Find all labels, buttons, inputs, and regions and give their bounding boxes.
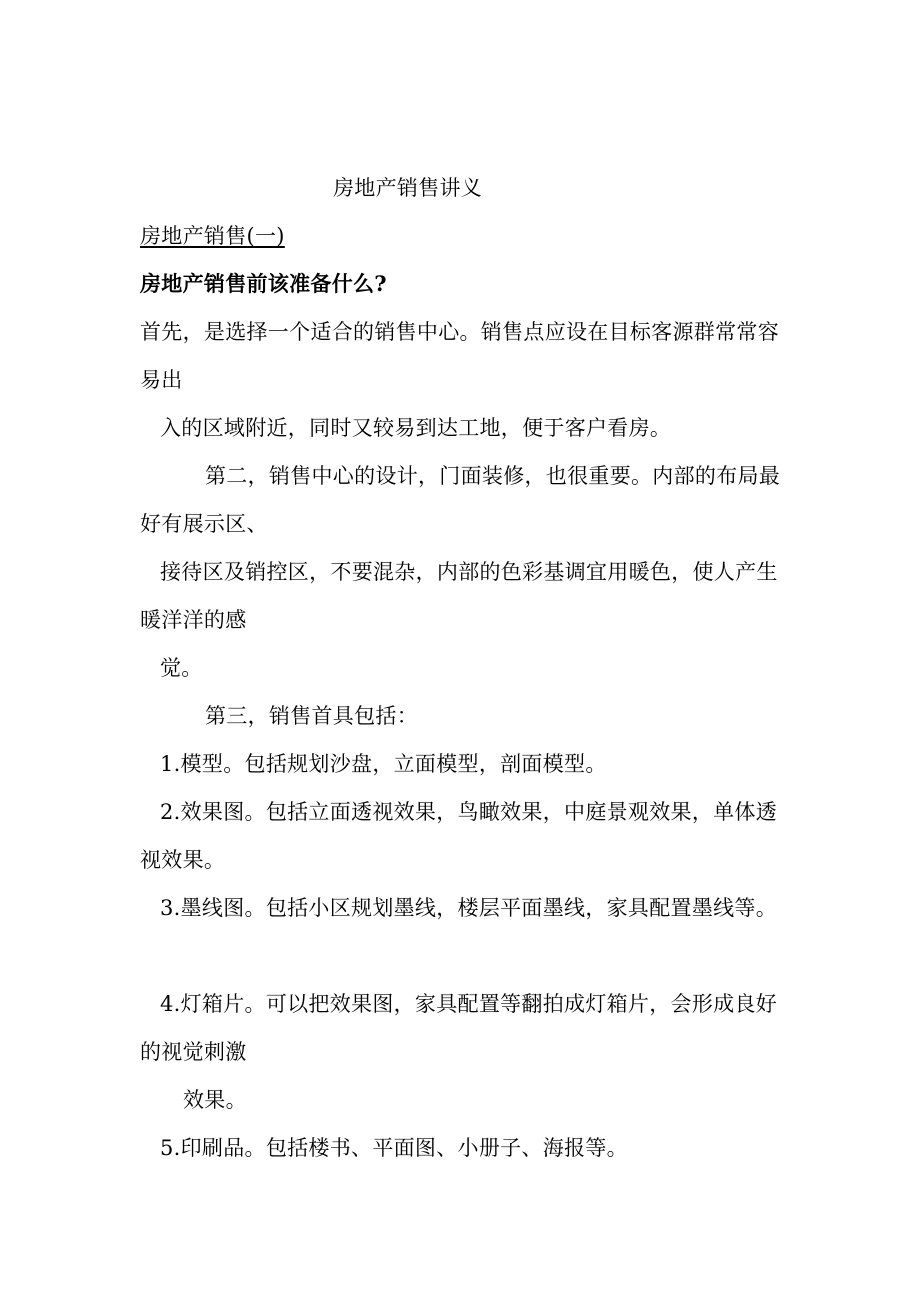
document-title: 房地产销售讲义	[333, 176, 483, 200]
list-item-4-line-3: 效果。	[183, 1088, 247, 1112]
paragraph-3-line-1: 第三，销售首具包括：	[205, 704, 418, 728]
paragraph-2-line-2: 好有展示区、	[140, 512, 268, 536]
list-item-4-line-1: 4.灯箱片。可以把效果图，家具配置等翻拍成灯箱片，会形成良好	[160, 992, 778, 1016]
paragraph-2-line-3: 接待区及销控区，不要混杂，内部的色彩基调宜用暖色，使人产生	[160, 560, 778, 584]
question-heading: 房地产销售前该准备什么?	[140, 271, 387, 296]
list-item-3: 3.墨线图。包括小区规划墨线，楼层平面墨线，家具配置墨线等。	[160, 896, 778, 920]
section-heading: 房地产销售(一)	[140, 224, 285, 248]
list-item-5: 5.印刷品。包括楼书、平面图、小册子、海报等。	[160, 1136, 628, 1160]
list-item-1: 1.模型。包括规划沙盘，立面模型，剖面模型。	[160, 752, 607, 776]
paragraph-1-line-1: 首先，是选择一个适合的销售中心。销售点应设在目标客源群常常容	[140, 320, 779, 344]
paragraph-2-line-5: 觉。	[160, 656, 203, 680]
paragraph-1-line-3: 入的区域附近，同时又较易到达工地，便于客户看房。	[160, 416, 672, 440]
list-item-2-line-2: 视效果。	[140, 848, 226, 872]
paragraph-1-line-2: 易出	[140, 368, 183, 392]
list-item-2-line-1: 2.效果图。包括立面透视效果，鸟瞰效果，中庭景观效果，单体透	[160, 800, 778, 824]
paragraph-2-line-1: 第二，销售中心的设计，门面装修，也很重要。内部的布局最	[205, 464, 781, 488]
paragraph-2-line-4: 暖洋洋的感	[140, 608, 247, 632]
list-item-4-line-2: 的视觉刺激	[140, 1040, 247, 1064]
